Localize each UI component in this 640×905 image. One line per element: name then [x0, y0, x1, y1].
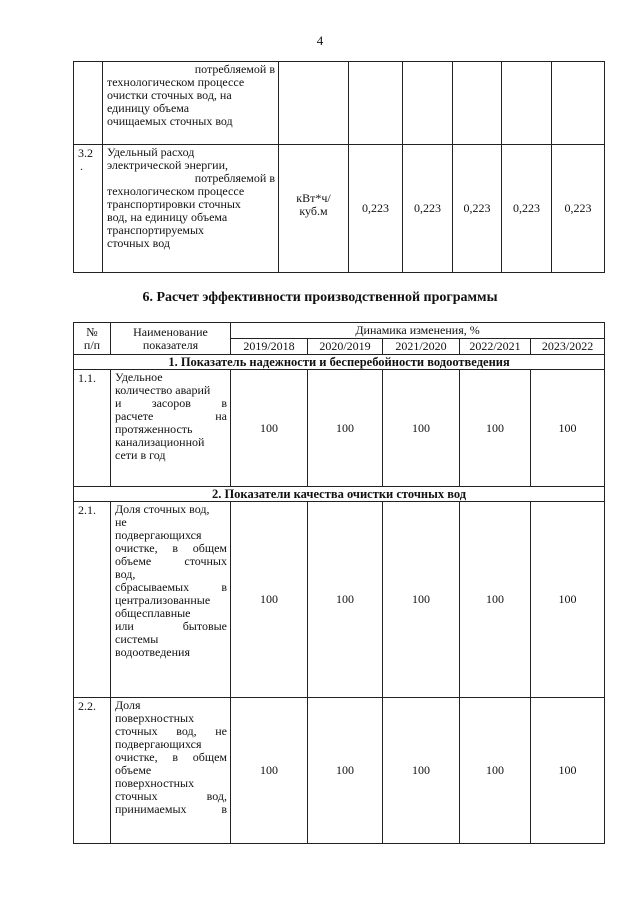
table-row [74, 698, 605, 844]
value-cell: 0,223 [502, 145, 552, 273]
header-row [74, 323, 605, 339]
value-cell: 100 [460, 698, 531, 844]
year-header: 2020/2019 [308, 339, 383, 355]
unit-cell [279, 62, 349, 145]
table-row [74, 145, 605, 273]
header-num: № п/п [74, 323, 111, 355]
year-header: 2022/2021 [460, 339, 531, 355]
value-cell: 0,223 [453, 145, 502, 273]
section-heading: 1. Показатель надежности и бесперебойности водоотведения [74, 355, 605, 370]
row-number: 1.1. [74, 370, 111, 487]
section-heading: 2. Показатели качества очистки сточных вод [74, 487, 605, 502]
year-header: 2019/2018 [231, 339, 308, 355]
efficiency-table [73, 322, 605, 844]
value-cell: 100 [531, 502, 605, 698]
section-header-row [74, 487, 605, 502]
value-cell: 0,223 [349, 145, 403, 273]
year-header: 2023/2022 [531, 339, 605, 355]
value-cell: 100 [531, 698, 605, 844]
value-cell: 100 [460, 502, 531, 698]
value-cell: 100 [308, 698, 383, 844]
row-number: 3.2 . [74, 145, 103, 273]
value-cell [502, 62, 552, 145]
indicator-name: Доля поверхностных сточных вод, не подвергающихся очистке, в общем объеме поверхностных сточных вод, принимаемых в [111, 698, 231, 844]
section-title: 6. Расчет эффективности производственной программы [142, 290, 498, 305]
row-number: 2.1. [74, 502, 111, 698]
value-cell: 100 [383, 502, 460, 698]
table-row [74, 62, 605, 145]
indicator-name: Удельный расход электрической энергии, потребляемой в технологическом процессе транспортировки сточных вод, на единицу объема транспортируемых сточных вод [103, 145, 279, 273]
table-row [74, 370, 605, 487]
value-cell [403, 62, 453, 145]
value-cell: 100 [383, 698, 460, 844]
header-dynamics: Динамика изменения, % [231, 323, 605, 339]
year-header: 2021/2020 [383, 339, 460, 355]
value-cell: 100 [231, 502, 308, 698]
header-name: Наименование показателя [111, 323, 231, 355]
energy-consumption-table [73, 61, 605, 273]
value-cell [552, 62, 605, 145]
value-cell: 100 [460, 370, 531, 487]
value-cell: 100 [383, 370, 460, 487]
unit-cell: кВт*ч/ куб.м [279, 145, 349, 273]
value-cell: 0,223 [403, 145, 453, 273]
value-cell [453, 62, 502, 145]
indicator-name: Доля сточных вод, не подвергающихся очистке, в общем объеме сточных вод, сбрасываемых в централизованные общесплавные или бытовые системы водоотведения [111, 502, 231, 698]
value-cell: 100 [308, 370, 383, 487]
indicator-name: Удельное количество аварий и засоров в расчете на протяженность канализационной сети в год [111, 370, 231, 487]
row-number [74, 62, 103, 145]
row-number: 2.2. [74, 698, 111, 844]
value-cell: 0,223 [552, 145, 605, 273]
value-cell: 100 [531, 370, 605, 487]
value-cell: 100 [231, 698, 308, 844]
page-number: 4 [316, 33, 324, 48]
value-cell [349, 62, 403, 145]
section-header-row [74, 355, 605, 370]
table-row [74, 502, 605, 698]
value-cell: 100 [308, 502, 383, 698]
value-cell: 100 [231, 370, 308, 487]
indicator-name: потребляемой в технологическом процессе очистки сточных вод, на единицу объема очищаемых сточных вод [103, 62, 279, 145]
